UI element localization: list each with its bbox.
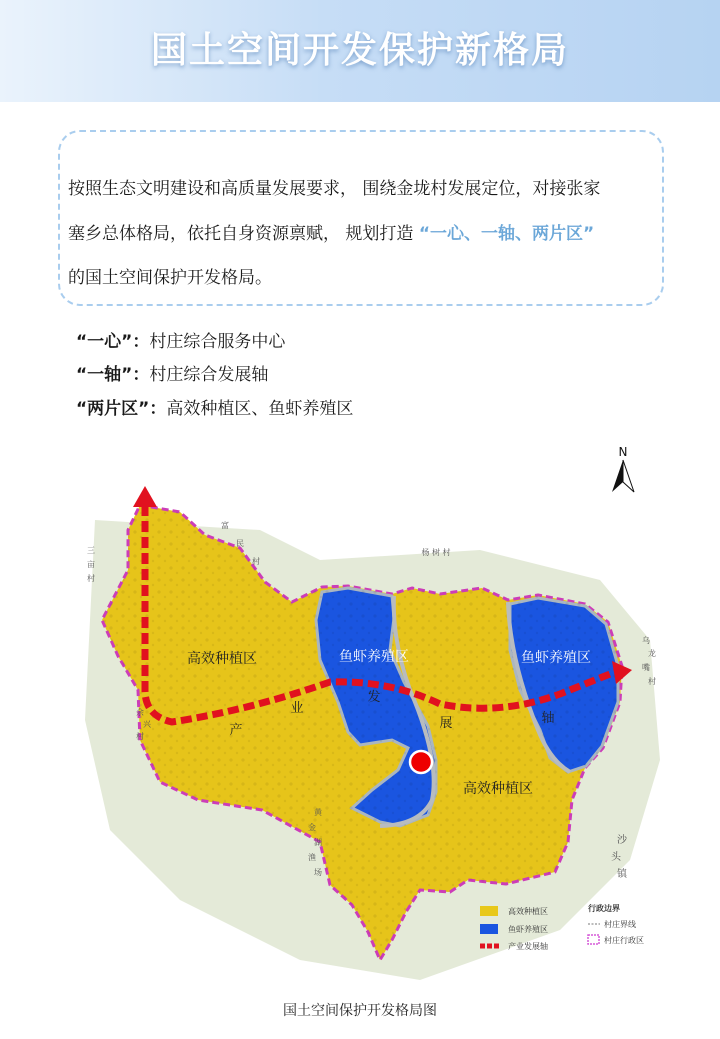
- definition-term: “两片区”: [76, 399, 150, 419]
- legend-label-fish: 鱼虾养殖区: [508, 925, 548, 934]
- definition-desc: 村庄综合服务中心: [149, 332, 286, 352]
- legend-label-village-line: 村庄界线: [604, 920, 636, 929]
- planning-map: [0, 430, 720, 990]
- neighbor-yangshu: 杨 树 村: [421, 548, 451, 557]
- definition-center: [76, 327, 285, 352]
- zone-label-fish-east: 鱼虾养殖区: [521, 650, 591, 666]
- definition-term: “一轴”: [76, 365, 133, 385]
- legend-swatch-fish: [480, 924, 498, 934]
- intro-line-2: [68, 219, 594, 244]
- legend-swatch-plant: [480, 906, 498, 916]
- neighbor-wulong: 村: [648, 677, 656, 686]
- neighbor-huangjin: 黄: [314, 808, 322, 817]
- header-banner: [0, 0, 720, 102]
- axis-char: 产: [229, 723, 243, 738]
- neighbor-yuxing: 余: [136, 708, 144, 717]
- neighbor-huangjin: 渔: [308, 853, 316, 862]
- zone-label-plant-south: 高效种植区: [463, 781, 533, 797]
- intro-line-2-text: 塞乡总体格局，依托自身资源禀赋， 规划打造: [68, 224, 419, 244]
- definition-desc: 村庄综合发展轴: [149, 365, 269, 385]
- legend-swatch-village-area: [588, 935, 599, 944]
- neighbor-sanmu: 亩: [87, 560, 95, 569]
- neighbor-shatou: 沙: [617, 835, 627, 846]
- zone-label-fish-middle: 鱼虾养殖区: [339, 649, 409, 665]
- axis-char: 轴: [541, 711, 555, 726]
- axis-char: 发: [367, 690, 381, 705]
- service-center-marker: [410, 751, 432, 773]
- legend-label-plant: 高效种植区: [508, 907, 548, 916]
- axis-char: 业: [290, 701, 304, 716]
- definition-desc: 高效种植区、鱼虾养殖区: [166, 399, 354, 419]
- page-title: 国土空间开发保护新格局: [150, 30, 569, 71]
- legend-admin-title: 行政边界: [588, 904, 620, 913]
- neighbor-sanmu: 村: [87, 574, 95, 583]
- north-arrow: [612, 445, 634, 492]
- axis-arrow-north: [133, 486, 157, 507]
- neighbor-shatou: 镇: [617, 869, 627, 880]
- neighbor-wulong: 龙: [648, 649, 656, 658]
- legend-label-village-area: 村庄行政区: [604, 936, 644, 945]
- neighbor-sanmu: 三: [87, 546, 95, 555]
- intro-line-3: 的国土空间保护开发格局。: [68, 268, 272, 288]
- map-caption: 国土空间保护开发格局图: [283, 1003, 437, 1019]
- legend-label-axis: 产业发展轴: [508, 942, 548, 951]
- definition-zones: [76, 394, 353, 419]
- neighbor-huangjin: 场: [314, 868, 322, 877]
- neighbor-fumin: 村: [252, 557, 260, 566]
- intro-highlight: “一心、一轴、两片区”: [418, 224, 595, 244]
- definition-axis: [76, 360, 268, 385]
- neighbor-huangjin: 湖: [314, 838, 322, 847]
- neighbor-yuxing: 村: [136, 732, 144, 741]
- zone-label-plant-west: 高效种植区: [187, 651, 257, 667]
- definition-sep: ：: [132, 332, 150, 352]
- neighbor-huangjin: 金: [308, 823, 316, 832]
- axis-char: 展: [439, 716, 453, 731]
- neighbor-wulong: 嘴: [642, 663, 650, 672]
- neighbor-wulong: 乌: [642, 636, 650, 645]
- neighbor-yuxing: 兴: [143, 720, 151, 729]
- definition-sep: ：: [149, 399, 167, 419]
- neighbor-fumin: 富: [221, 521, 229, 530]
- intro-line-1: 按照生态文明建设和高质量发展要求， 围绕金垅村发展定位，对接张家: [68, 179, 601, 199]
- neighbor-fumin: 民: [236, 539, 244, 548]
- definition-term: “一心”: [76, 332, 133, 352]
- north-label: N: [618, 445, 628, 459]
- definition-sep: ：: [132, 365, 150, 385]
- neighbor-shatou: 头: [611, 852, 621, 863]
